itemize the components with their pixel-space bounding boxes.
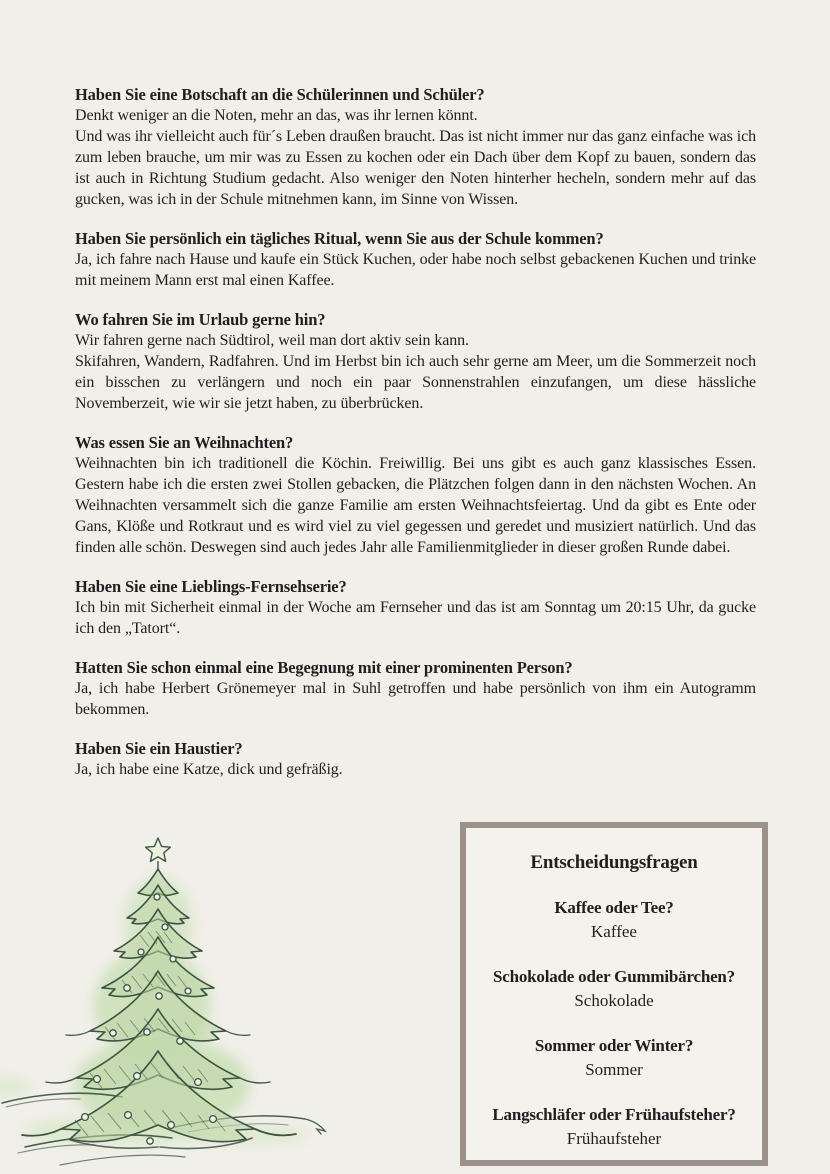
qa-answer-paragraph: Denkt weniger an die Noten, mehr an das, was ihr lernen könnt. [75, 107, 478, 124]
decision-item [466, 965, 762, 1013]
tree-star [146, 838, 171, 871]
decision-answer: Frühaufsteher [566, 1129, 662, 1148]
qa-question: Wo fahren Sie im Urlaub gerne hin? [75, 310, 326, 329]
qa-answer-paragraph: Ja, ich habe eine Katze, dick und gefräßig. [75, 761, 343, 778]
qa-question: Haben Sie persönlich ein tägliches Ritual, wenn Sie aus der Schule kommen? [75, 229, 604, 248]
qa-question: Haben Sie eine Lieblings-Fernsehserie? [75, 577, 347, 596]
qa-block [75, 738, 756, 780]
decision-question: Kaffee oder Tee? [554, 898, 674, 917]
qa-block [75, 576, 756, 639]
decision-question: Sommer oder Winter? [534, 1036, 694, 1055]
decision-question: Schokolade oder Gummibärchen? [493, 967, 735, 986]
christmas-tree-illustration [0, 835, 334, 1174]
decision-item [466, 1034, 762, 1082]
qa-block [75, 657, 756, 720]
qa-answer-paragraph: Und was ihr vielleicht auch für´s Leben draußen braucht. Das ist nicht immer nur das ganz einfache was ich zum leben brauche, um mir was zu Essen zu kochen oder ein Dach über dem Kopf zu bauen, sondern das ist auch in Richtung Studium gedacht. Also weniger den Noten hinterher hecheln, sondern mehr auf das gucken, was ich in der Schule mitnehmen kann, im Sinne von Wissen. [75, 128, 756, 208]
decision-answer: Kaffee [591, 922, 637, 941]
qa-answer-paragraph: Skifahren, Wandern, Radfahren. Und im Herbst bin ich auch sehr gerne am Meer, um die Sommerzeit noch ein bisschen zu verlängern und noch ein paar Sonnenstrahlen einzufangen, um diese hässliche Novemberzeit, wie wir sie jetzt haben, zu überbrücken. [75, 353, 756, 412]
decision-item [466, 896, 762, 944]
qa-answer-paragraph: Ja, ich habe Herbert Grönemeyer mal in Suhl getroffen und habe persönlich von ihm ein Autogramm bekommen. [75, 680, 756, 718]
qa-question: Haben Sie ein Haustier? [75, 739, 243, 758]
christmas-tree-svg [0, 835, 334, 1174]
qa-answer-paragraph: Weihnachten bin ich traditionell die Köchin. Freiwillig. Bei uns gibt es auch ganz klassisches Essen. Gestern habe ich die ersten zwei Stollen gebacken, die Plätzchen folgen dann in den nächsten Wochen. An Weihnachten versammelt sich die ganze Familie am ersten Weihnachtsfeiertag. Und da gibt es Ente oder Gans, Klöße und Rotkraut und es wird viel zu viel gegessen und geredet und musiziert natürlich. Und das finden alle schön. Deswegen sind auch jedes Jahr alle Familienmitglieder in dieser großen Runde dabei. [75, 455, 756, 556]
qa-block [75, 432, 756, 558]
decision-answer: Schokolade [574, 991, 654, 1010]
qa-answer-paragraph: Wir fahren gerne nach Südtirol, weil man dort aktiv sein kann. [75, 332, 469, 349]
decision-item [466, 1103, 762, 1151]
decision-box-title: Entscheidungsfragen [530, 852, 698, 873]
qa-block [75, 228, 756, 291]
qa-question: Hatten Sie schon einmal eine Begegnung mit einer prominenten Person? [75, 658, 573, 677]
interview-text [75, 84, 756, 798]
qa-block [75, 84, 756, 210]
decision-question: Langschläfer oder Frühaufsteher? [492, 1105, 736, 1124]
qa-block [75, 309, 756, 414]
qa-question: Haben Sie eine Botschaft an die Schülerinnen und Schüler? [75, 85, 485, 104]
decision-questions-box [460, 822, 768, 1166]
qa-question: Was essen Sie an Weihnachten? [75, 433, 294, 452]
decision-answer: Sommer [585, 1060, 643, 1079]
qa-answer-paragraph: Ich bin mit Sicherheit einmal in der Woche am Fernseher und das ist am Sonntag um 20:15 Uhr, da gucke ich den „Tatort“. [75, 599, 756, 637]
qa-answer-paragraph: Ja, ich fahre nach Hause und kaufe ein Stück Kuchen, oder habe noch selbst gebackenen Kuchen und trinke mit meinem Mann erst mal einen Kaffee. [75, 251, 756, 289]
